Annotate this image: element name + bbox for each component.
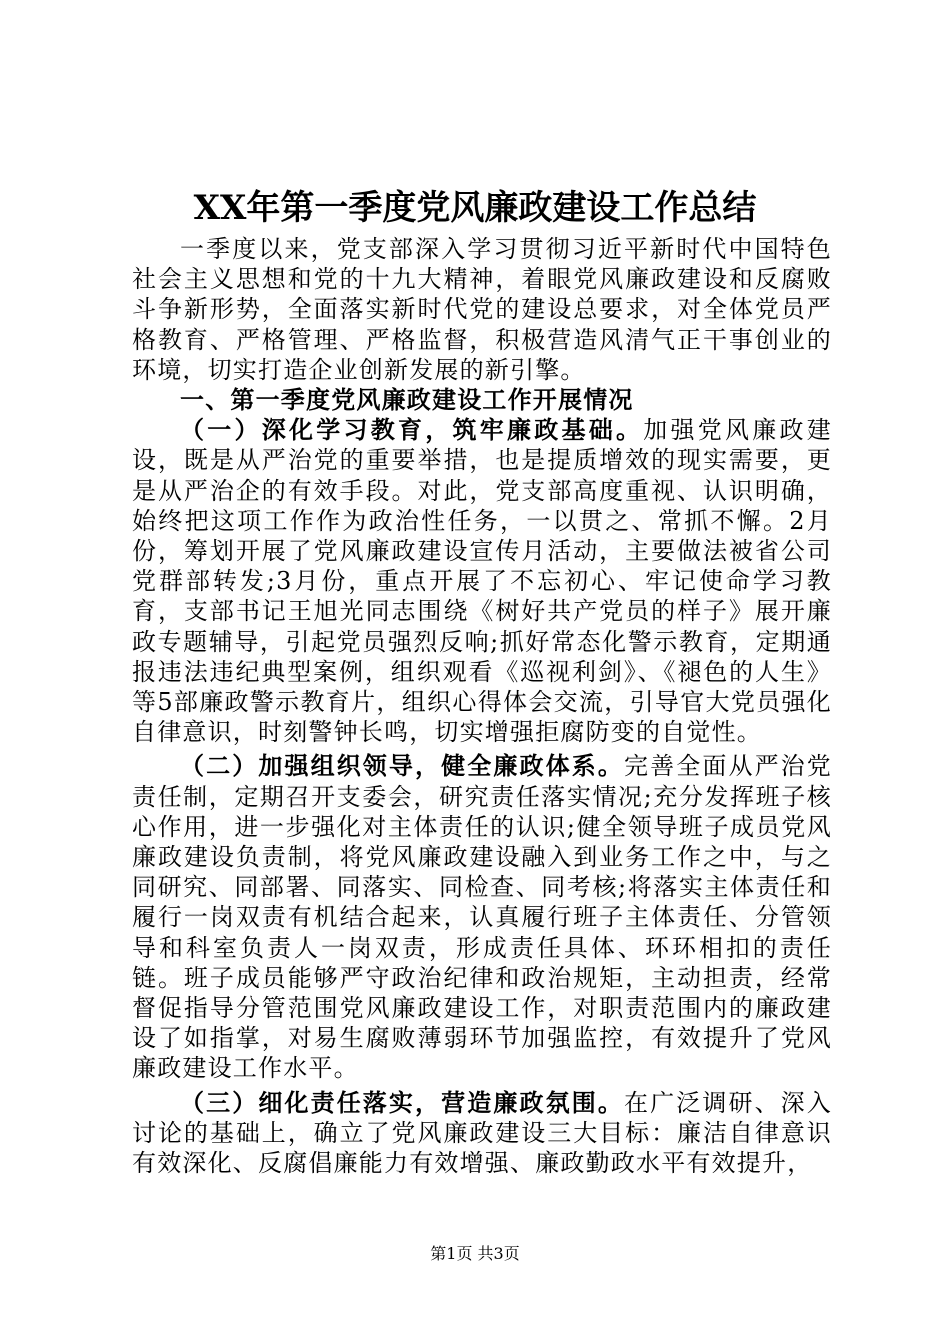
subsection-3-text: 在广泛调研、深入讨论的基础上，确立了党风廉政建设三大目标：廉洁自律意识有效深化、反腐倡廉能力有效增强、廉政勤政水平有效提升， [132, 1088, 832, 1178]
document-body [132, 234, 832, 1178]
subsection-3-paragraph [132, 1088, 832, 1179]
subsection-2-lead: （二）加强组织领导，健全廉政体系。 [180, 751, 624, 781]
subsection-2-paragraph [132, 751, 832, 1083]
section-heading: 一、第一季度党风廉政建设工作开展情况 [180, 385, 634, 415]
subsection-1-lead: （一）深化学习教育，筑牢廉政基础。 [180, 415, 644, 445]
subsection-2-text: 完善全面从严治党责任制，定期召开支委会，研究责任落实情况;充分发挥班子核心作用，进一步强化对主体责任的认识;健全领导班子成员党风廉政建设负责制，将党风廉政建设融入到业务工作之中，与之同研究、同部署、同落实、同检查、同考核;将落实主体责任和履行一岗双责有机结合起来，认真履行班子主体责任、分管领导和科室负责人一岗双责，形成责任具体、环环相扣的责任链。班子成员能够严守政治纪律和政治规矩，主动担责，经常督促指导分管范围党风廉政建设工作，对职责范围内的廉政建设了如指掌，对易生腐败薄弱环节加强监控，有效提升了党风廉政建设工作水平。 [132, 752, 832, 1083]
page-footer: 第1页 共3页 [430, 1244, 520, 1263]
document-title: XX年第一季度党风廉政建设工作总结 [193, 188, 757, 228]
intro-paragraph: 一季度以来，党支部深入学习贯彻习近平新时代中国特色社会主义思想和党的十九大精神，着眼党风廉政建设和反腐败斗争新形势，全面落实新时代党的建设总要求，对全体党员严格教育、严格管理、严格监督，积极营造风清气正干事创业的环境，切实打造企业创新发展的新引擎。 [132, 235, 832, 384]
subsection-1-paragraph [132, 415, 832, 747]
subsection-3-lead: （三）细化责任落实，营造廉政氛围。 [180, 1087, 624, 1117]
subsection-1-text: 加强党风廉政建设，既是从严治党的重要举措，也是提质增效的现实需要，更是从严治企的有效手段。对此，党支部高度重视、认识明确，始终把这项工作作为政治性任务，一以贯之、常抓不懈。2月份，筹划开展了党风廉政建设宣传月活动，主要做法被省公司党群部转发;3月份，重点开展了不忘初心、牢记使命学习教育，支部书记王旭光同志围绕《树好共产党员的样子》展开廉政专题辅导，引起党员强烈反响;抓好常态化警示教育，定期通报违法违纪典型案例，组织观看《巡视利剑》、《褪色的人生》等5部廉政警示教育片，组织心得体会交流，引导官大党员强化自律意识，时刻警钟长鸣，切实增强拒腐防变的自觉性。 [132, 416, 832, 747]
